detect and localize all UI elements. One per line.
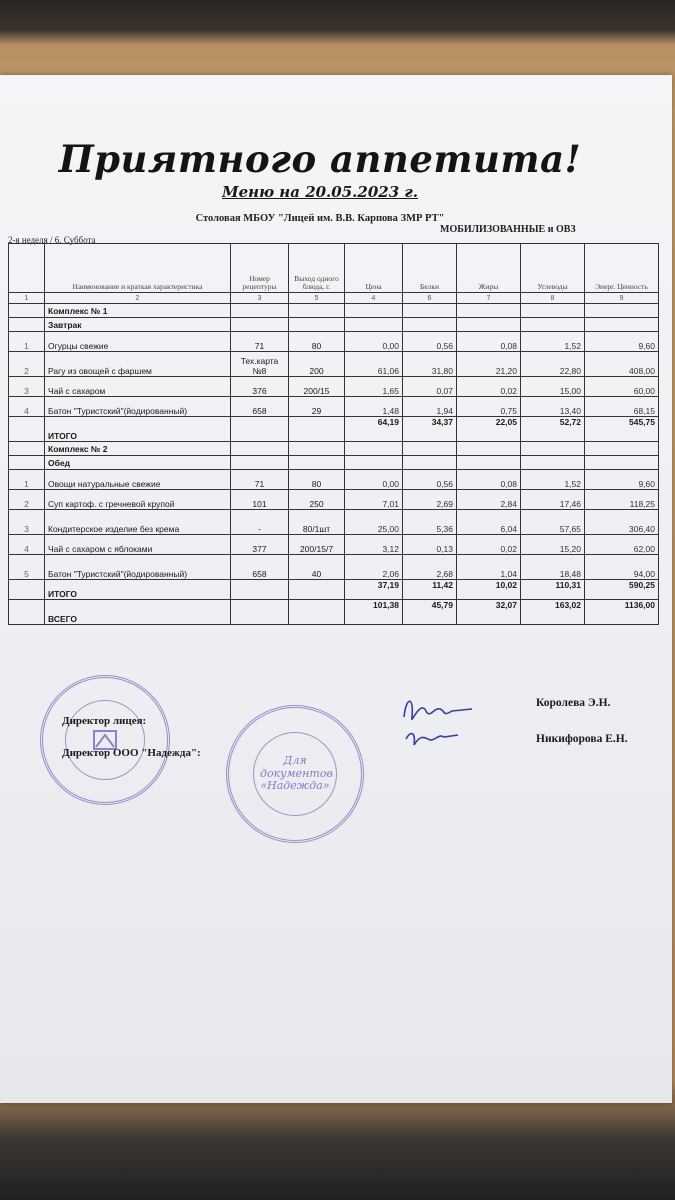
- dish-name: Рагу из овощей с фаршем: [45, 352, 231, 377]
- week-day: 2-я неделя / 6. Суббота: [8, 235, 96, 245]
- portion-output: 80: [289, 470, 345, 490]
- fat: 1,04: [457, 555, 521, 580]
- column-number-row: [9, 293, 659, 304]
- grand-fat: 32,07: [457, 600, 521, 625]
- total-fat: 10,02: [457, 580, 521, 600]
- col-name-header: Наименование и краткая характеристика: [45, 244, 231, 293]
- energy: 9,60: [585, 470, 659, 490]
- dish-name: Кондитерское изделие без крема: [45, 510, 231, 535]
- price: 3,12: [345, 535, 403, 555]
- meal-lunch-row: [9, 456, 659, 470]
- grand-protein: 45,79: [403, 600, 457, 625]
- col-number: 4: [345, 293, 403, 304]
- recipe-number: -: [231, 510, 289, 535]
- company-director-label: Директор ООО "Надежда":: [62, 747, 201, 759]
- recipe-number: 377: [231, 535, 289, 555]
- dish-name: Батон "Туристский"(йодированный): [45, 397, 231, 417]
- col-index-header: [9, 244, 45, 293]
- table-row: [9, 397, 659, 417]
- table-row: [9, 535, 659, 555]
- portion-output: 80: [289, 332, 345, 352]
- fat: 0,75: [457, 397, 521, 417]
- total-price: 37,19: [345, 580, 403, 600]
- recipe-number: 71: [231, 332, 289, 352]
- col-energy-header: Энерг. Ценность: [585, 244, 659, 293]
- grand-energy: 1136,00: [585, 600, 659, 625]
- company-stamp: [226, 705, 364, 843]
- col-number: 3: [231, 293, 289, 304]
- carbs: 1,52: [521, 332, 585, 352]
- row-index: 1: [9, 470, 45, 490]
- complex-2-row: [9, 442, 659, 456]
- row-index: 2: [9, 490, 45, 510]
- protein: 0,56: [403, 332, 457, 352]
- recipe-number: 658: [231, 397, 289, 417]
- protein: 2,68: [403, 555, 457, 580]
- recipe-number: Тех.карта №8: [231, 352, 289, 377]
- signature-1-icon: [396, 687, 476, 757]
- recipe-number: 658: [231, 555, 289, 580]
- fat: 0,02: [457, 377, 521, 397]
- col-number: 9: [585, 293, 659, 304]
- recipe-number: 101: [231, 490, 289, 510]
- signer-name-2: Никифорова Е.Н.: [536, 733, 628, 745]
- portion-output: 80/1шт: [289, 510, 345, 535]
- energy: 60,00: [585, 377, 659, 397]
- row-index: 3: [9, 510, 45, 535]
- carbs: 15,00: [521, 377, 585, 397]
- col-recipe-header: Номер рецептуры: [231, 244, 289, 293]
- energy: 62,00: [585, 535, 659, 555]
- fat: 0,02: [457, 535, 521, 555]
- total-protein: 34,37: [403, 417, 457, 442]
- energy: 118,25: [585, 490, 659, 510]
- recipe-number: 71: [231, 470, 289, 490]
- dish-name: Чай с сахаром: [45, 377, 231, 397]
- col-number: 1: [9, 293, 45, 304]
- grand-total-label: ВСЕГО: [45, 600, 231, 625]
- row-index: 1: [9, 332, 45, 352]
- col-number: 5: [289, 293, 345, 304]
- price: 61,06: [345, 352, 403, 377]
- portion-output: 200/15/7: [289, 535, 345, 555]
- col-number: 2: [45, 293, 231, 304]
- price: 7,01: [345, 490, 403, 510]
- price: 0,00: [345, 470, 403, 490]
- protein: 0,07: [403, 377, 457, 397]
- carbs: 17,46: [521, 490, 585, 510]
- price: 2,06: [345, 555, 403, 580]
- row-index: 5: [9, 555, 45, 580]
- table-row: [9, 352, 659, 377]
- canteen-name: Столовая МБОУ "Лицей им. В.В. Карпова ЗМР РТ": [195, 213, 445, 224]
- menu-date: Меню на 20.05.2023 г.: [221, 183, 419, 201]
- grand-carbs: 163,02: [521, 600, 585, 625]
- energy: 94,00: [585, 555, 659, 580]
- energy: 9,60: [585, 332, 659, 352]
- price: 0,00: [345, 332, 403, 352]
- total-energy: 545,75: [585, 417, 659, 442]
- total-carbs: 110,31: [521, 580, 585, 600]
- row-index: 4: [9, 535, 45, 555]
- energy: 306,40: [585, 510, 659, 535]
- col-carb-header: Углеводы: [521, 244, 585, 293]
- table-row: [9, 377, 659, 397]
- dish-name: Овощи натуральные свежие: [45, 470, 231, 490]
- grand-price: 101,38: [345, 600, 403, 625]
- col-price-header: Цена: [345, 244, 403, 293]
- price: 25,00: [345, 510, 403, 535]
- portion-output: 29: [289, 397, 345, 417]
- dish-name: Чай с сахаром с яблоками: [45, 535, 231, 555]
- total-price: 64,19: [345, 417, 403, 442]
- price: 1,65: [345, 377, 403, 397]
- col-output-header: Выход одного блюда, г.: [289, 244, 345, 293]
- meal-breakfast-row: [9, 318, 659, 332]
- carbs: 18,48: [521, 555, 585, 580]
- fat: 0,08: [457, 332, 521, 352]
- table-header-row: [9, 244, 659, 293]
- lyceum-stamp: [40, 675, 170, 805]
- row-index: 3: [9, 377, 45, 397]
- row-index: 2: [9, 352, 45, 377]
- menu-category: МОБИЛИЗОВАННЫЕ и ОВЗ: [440, 224, 576, 235]
- row-index: 4: [9, 397, 45, 417]
- protein: 0,56: [403, 470, 457, 490]
- menu-sheet: [0, 75, 672, 1103]
- total-label: ИТОГО: [45, 417, 231, 442]
- meal-label: Обед: [45, 456, 231, 470]
- carbs: 1,52: [521, 470, 585, 490]
- fat: 2,84: [457, 490, 521, 510]
- grand-total-row: [9, 600, 659, 625]
- carbs: 57,65: [521, 510, 585, 535]
- col-number: 7: [457, 293, 521, 304]
- col-fat-header: Жиры: [457, 244, 521, 293]
- energy: 408,00: [585, 352, 659, 377]
- protein: 2,69: [403, 490, 457, 510]
- dish-name: Огурцы свежие: [45, 332, 231, 352]
- protein: 0,13: [403, 535, 457, 555]
- total-energy: 590,25: [585, 580, 659, 600]
- energy: 68,15: [585, 397, 659, 417]
- dish-name: Батон "Туристский"(йодированный): [45, 555, 231, 580]
- complex-1-label: Комплекс № 1: [45, 304, 231, 318]
- carbs: 22,80: [521, 352, 585, 377]
- portion-output: 40: [289, 555, 345, 580]
- fat: 21,20: [457, 352, 521, 377]
- director-label: Директор лицея:: [62, 715, 147, 727]
- total-row: [9, 417, 659, 442]
- stamp-text: Для документов «Надежда»: [260, 754, 333, 793]
- col-protein-header: Белки: [403, 244, 457, 293]
- table-row: [9, 510, 659, 535]
- total-carbs: 52,72: [521, 417, 585, 442]
- table-row: [9, 555, 659, 580]
- col-number: 8: [521, 293, 585, 304]
- portion-output: 200/15: [289, 377, 345, 397]
- table-row: [9, 490, 659, 510]
- total-fat: 22,05: [457, 417, 521, 442]
- table-row: [9, 470, 659, 490]
- fat: 0,08: [457, 470, 521, 490]
- fat: 6,04: [457, 510, 521, 535]
- protein: 5,36: [403, 510, 457, 535]
- total-protein: 11,42: [403, 580, 457, 600]
- complex-1-row: [9, 304, 659, 318]
- total-label: ИТОГО: [45, 580, 231, 600]
- carbs: 13,40: [521, 397, 585, 417]
- portion-output: 200: [289, 352, 345, 377]
- col-number: 6: [403, 293, 457, 304]
- page-title: Приятного аппетита!: [58, 137, 582, 181]
- portion-output: 250: [289, 490, 345, 510]
- recipe-number: 376: [231, 377, 289, 397]
- protein: 1,94: [403, 397, 457, 417]
- table-row: [9, 332, 659, 352]
- menu-table: [8, 243, 659, 625]
- carbs: 15,20: [521, 535, 585, 555]
- protein: 31,80: [403, 352, 457, 377]
- meal-label: Завтрак: [45, 318, 231, 332]
- dish-name: Суп картоф. с гречневой крупой: [45, 490, 231, 510]
- total-row: [9, 580, 659, 600]
- price: 1,48: [345, 397, 403, 417]
- complex-2-label: Комплекс № 2: [45, 442, 231, 456]
- signer-name-1: Королева Э.Н.: [536, 697, 611, 709]
